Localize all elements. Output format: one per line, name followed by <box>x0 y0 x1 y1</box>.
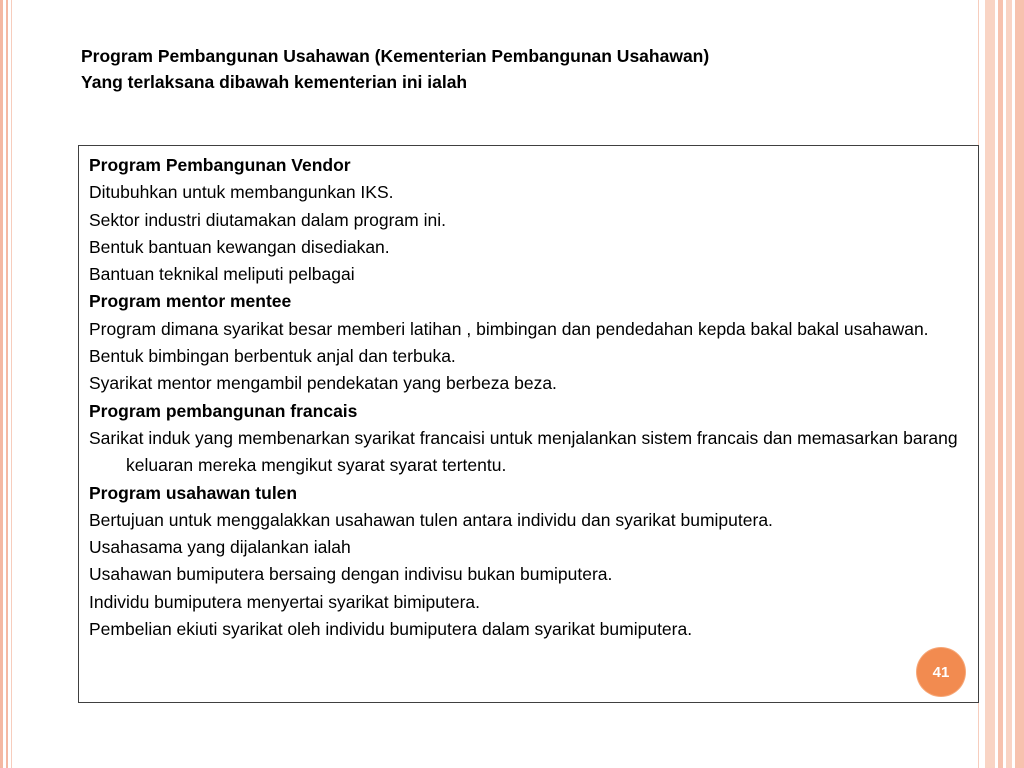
slide-title <box>81 43 961 95</box>
content-box <box>78 145 979 703</box>
right-decor-stripe <box>1006 0 1012 768</box>
section-heading-usahawan-tulen: Program usahawan tulen <box>89 482 298 503</box>
right-decor-stripe <box>998 0 1003 768</box>
left-decor-stripe <box>11 0 12 768</box>
page-number-badge: 41 <box>917 648 965 696</box>
content-line: Individu bumiputera menyertai syarikat bimiputera. <box>89 591 481 612</box>
content-line: Sektor industri diutamakan dalam program ini. <box>89 209 446 230</box>
right-decor-stripe <box>985 0 995 768</box>
slide-title-line-2: Yang terlaksana dibawah kementerian ini ialah <box>81 72 468 92</box>
content-line: Syarikat mentor mengambil pendekatan yang berbeza beza. <box>89 373 557 394</box>
content-line: Usahawan bumiputera bersaing dengan indivisu bukan bumiputera. <box>89 564 613 585</box>
content-line: Bentuk bantuan kewangan disediakan. <box>89 236 390 257</box>
content-line: Ditubuhkan untuk membangunkan IKS. <box>89 182 394 203</box>
content-line: Usahasama yang dijalankan ialah <box>89 537 351 558</box>
content-line: Pembelian ekiuti syarikat oleh individu bumiputera dalam syarikat bumiputera. <box>89 619 693 640</box>
right-decor-stripe <box>1015 0 1024 768</box>
section-heading-francais: Program pembangunan francais <box>89 400 358 421</box>
section-heading-vendor: Program Pembangunan Vendor <box>89 155 351 175</box>
slide-title-line-1: Program Pembangunan Usahawan (Kementerian Pembangunan Usahawan) <box>81 46 710 66</box>
content-line: Sarikat induk yang membenarkan syarikat francaisi untuk menjalankan sistem francais dan memasarkan barang keluaran mereka mengikut syarat syarat tertentu. <box>89 427 958 476</box>
content-line: Bantuan teknikal meliputi pelbagai <box>89 264 355 285</box>
content-line: Bertujuan untuk menggalakkan usahawan tulen antara individu dan syarikat bumiputera. <box>89 509 773 530</box>
left-decor-stripe <box>0 0 3 768</box>
section-heading-mentor-mentee: Program mentor mentee <box>89 291 292 312</box>
left-decor-stripe <box>6 0 8 768</box>
content-line: Program dimana syarikat besar memberi latihan , bimbingan dan pendedahan kepda bakal bakal usahawan. <box>89 318 929 339</box>
content-line: Bentuk bimbingan berbentuk anjal dan terbuka. <box>89 346 456 367</box>
